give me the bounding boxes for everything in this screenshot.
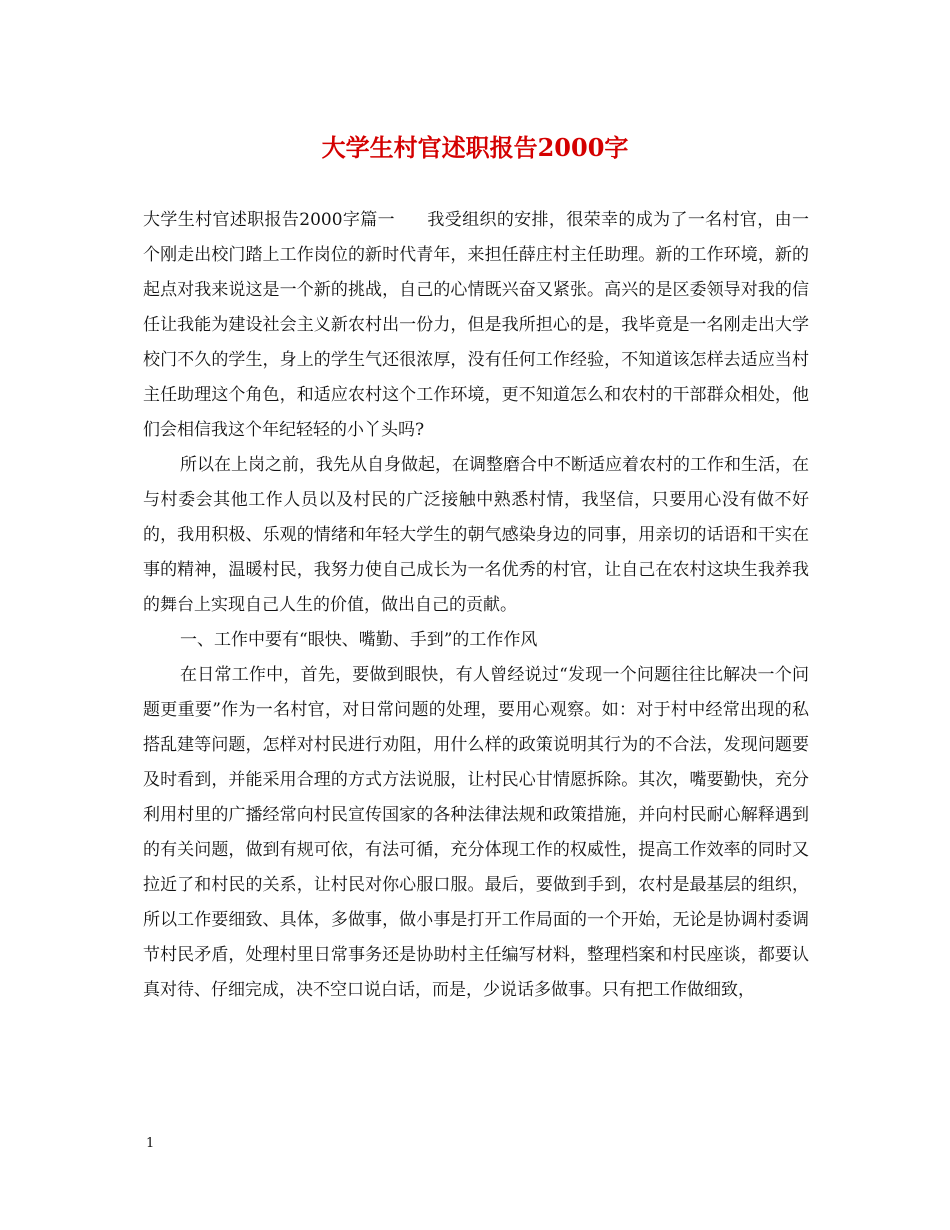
paragraph-lead: 大学生村官述职报告2000字篇一 bbox=[143, 210, 395, 230]
paragraph-4: 在日常工作中，首先，要做到眼快，有人曾经说过“发现一个问题往往比解决一个问题更重要”作为一名村官，对日常问题的处理，要用心观察。如：对于村中经常出现的私搭乱建等问题，怎样对村民进行劝阻，用什么样的政策说明其行为的不合法，发现问题要及时看到，并能采用合理的方式方法说服，让村民心甘情愿拆除。其次，嘴要勤快，充分利用村里的广播经常向村民宣传国家的各种法律法规和政策措施，并向村民耐心解释遇到的有关问题，做到有规可依，有法可循，充分体现工作的权威性，提高工作效率的同时又拉近了和村民的关系，让村民对你心服口服。最后，要做到手到，农村是最基层的组织，所以工作要细致、具体，多做事，做小事是打开工作局面的一个开始，无论是协调村委调节村民矛盾，处理村里日常事务还是协助村主任编写材料，整理档案和村民座谈，都要认真对待、仔细完成，决不空口说白话，而是，少说话多做事。只有把工作做细致， bbox=[143, 665, 809, 1000]
document-title: 大学生村官述职报告2000字 bbox=[321, 133, 629, 162]
paragraph-1 bbox=[143, 203, 809, 448]
page-number: 1 bbox=[146, 1136, 155, 1151]
paragraph-2: 所以在上岗之前，我先从自身做起，在调整磨合中不断适应着农村的工作和生活，在与村委会其他工作人员以及村民的广泛接触中熟悉村情，我坚信，只要用心没有做不好的，我用积极、乐观的情绪和年轻大学生的朝气感染身边的同事，用亲切的话语和干实在事的精神，温暖村民，我努力使自己成长为一名优秀的村官，让自己在农村这块生我养我的舞台上实现自己人生的价值，做出自己的贡献。 bbox=[143, 455, 809, 615]
document-body bbox=[143, 203, 809, 1008]
section-heading: 一、工作中要有“眼快、嘴勤、手到”的工作作风 bbox=[180, 630, 538, 650]
paragraph-text: 我受组织的安排，很荣幸的成为了一名村官，由一个刚走出校门踏上工作岗位的新时代青年，来担任薛庄村主任助理。新的工作环境，新的起点对我来说这是一个新的挑战，自己的心情既兴奋又紧张。高兴的是区委领导对我的信任让我能为建设社会主义新农村出一份力，但是我所担心的是，我毕竟是一名刚走出大学校门不久的学生，身上的学生气还很浓厚，没有任何工作经验，不知道该怎样去适应当村主任助理这个角色，和适应农村这个工作环境，更不知道怎么和农村的干部群众相处，他们会相信我这个年纪轻轻的小丫头吗? bbox=[143, 210, 810, 440]
